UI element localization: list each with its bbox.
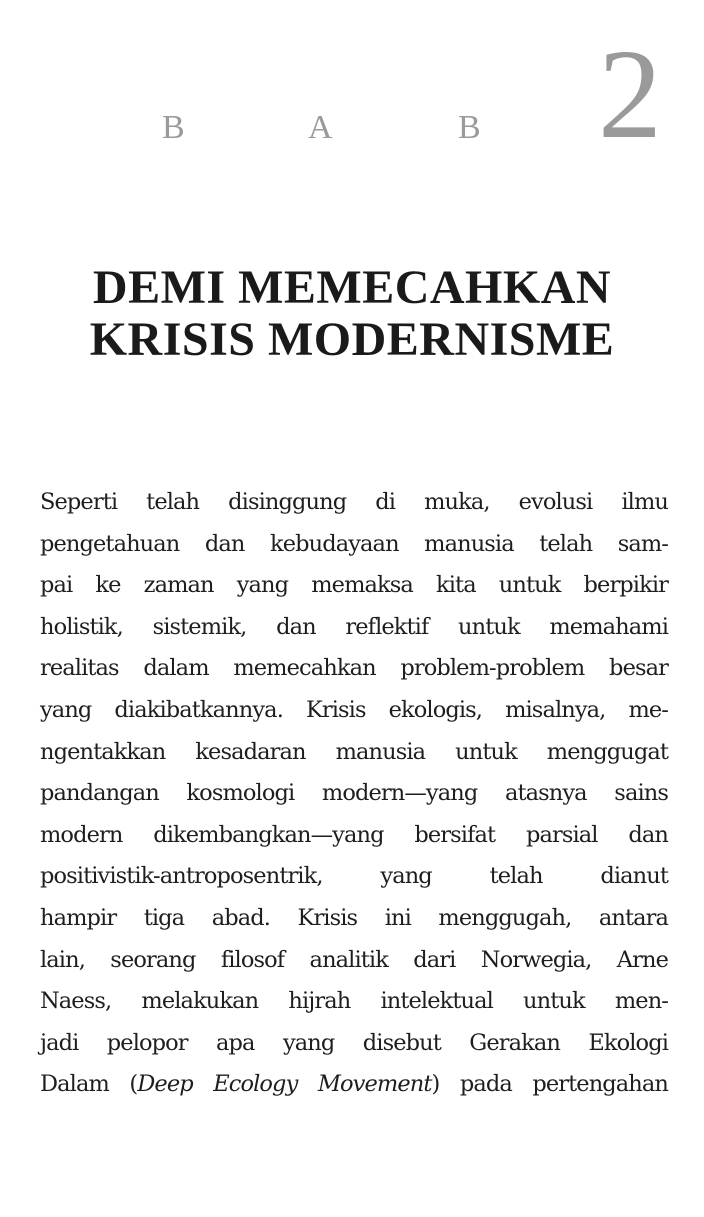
text-line: yang diakibatkannya. Krisis ekologis, misalnya, me- [40, 696, 668, 723]
text-line: ngentakkan kesadaran manusia untuk menggugat [40, 738, 668, 765]
text-line: positivistik-antroposentrik, yang telah dianut [40, 863, 668, 890]
text-line: modern dikembangkan—yang bersifat parsial dan [40, 821, 668, 848]
chapter-letter: B [162, 109, 185, 146]
italic-term: Deep Ecology Movement [137, 1071, 432, 1098]
text-line: Naess, melakukan hijrah intelektual untuk men- [40, 988, 668, 1015]
chapter-letter: A [308, 109, 333, 146]
chapter-title [0, 262, 704, 366]
text-line: realitas dalam memecahkan problem-problem besar [40, 655, 668, 682]
chapter-label [162, 108, 482, 148]
chapter-number: 2 [598, 23, 662, 165]
text-segment: Dalam ( [40, 1071, 138, 1098]
chapter-title-line: DEMI MEMECAHKAN [92, 261, 612, 314]
text-line: pengetahuan dan kebudayaan manusia telah sam- [40, 530, 668, 557]
text-line: pandangan kosmologi modern—yang atasnya sains [40, 780, 668, 807]
text-segment: ) pada pertengahan [431, 1071, 669, 1098]
text-line: holistik, sistemik, dan reflektif untuk memahami [40, 613, 668, 640]
body-paragraph [40, 482, 668, 1106]
text-line: pai ke zaman yang memaksa kita untuk berpikir [40, 572, 668, 599]
text-line: lain, seorang filosof analitik dari Norwegia, Arne [40, 946, 668, 973]
text-line: jadi pelopor apa yang disebut Gerakan Ekologi [40, 1029, 668, 1056]
chapter-title-line: KRISIS MODERNISME [89, 313, 615, 366]
text-line: hampir tiga abad. Krisis ini menggugah, antara [40, 904, 668, 931]
text-line-last [40, 1064, 668, 1106]
text-line: Seperti telah disinggung di muka, evolusi ilmu [40, 489, 668, 515]
chapter-letter: B [458, 109, 481, 146]
